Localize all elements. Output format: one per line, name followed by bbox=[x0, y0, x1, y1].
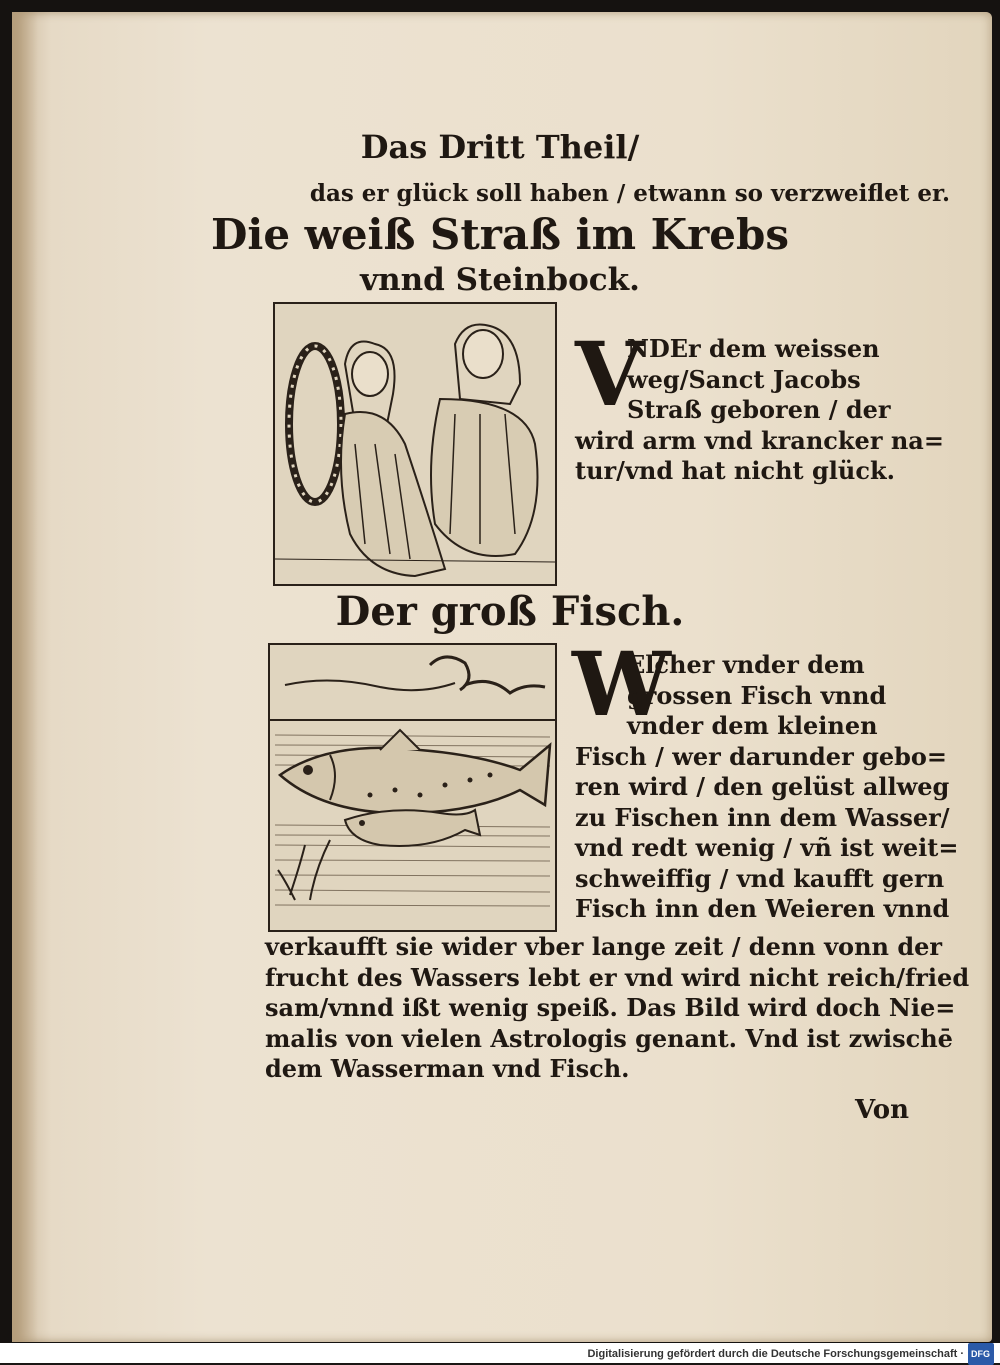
text-line: wird arm vnd krancker na= bbox=[575, 425, 944, 455]
text-line: tur/vnd hat nicht glück. bbox=[575, 456, 895, 485]
text-line: vnder dem kleinen bbox=[627, 711, 878, 740]
chapter-subtitle: vnnd Steinbock. bbox=[360, 262, 640, 298]
text-line: sam/vnnd ißt wenig speiß. Das Bild wird doch Nie= bbox=[265, 993, 956, 1022]
woodcut-figures-icon bbox=[275, 304, 555, 584]
footer-credit-bar bbox=[0, 1343, 1000, 1363]
text-line: Elcher vnder dem bbox=[627, 650, 865, 679]
catchword: Von bbox=[855, 1095, 910, 1125]
paragraph-great-fish bbox=[575, 650, 959, 925]
text-line: ren wird / den gelüst allweg bbox=[575, 772, 950, 801]
text-line: zu Fischen inn dem Wasser/ bbox=[575, 802, 950, 832]
text-line: vnd redt wenig / vñ ist weit= bbox=[575, 833, 959, 862]
woodcut-fish-image bbox=[268, 643, 557, 932]
woodcut-milky-way-image bbox=[273, 302, 557, 586]
paragraph-continuation bbox=[265, 932, 970, 1085]
text-line: verkaufft sie wider vber lange zeit / denn vonn der bbox=[265, 932, 943, 961]
text-line: weg/Sanct Jacobs bbox=[627, 364, 861, 394]
paragraph-milky-way bbox=[575, 334, 945, 487]
running-head: Das Dritt Theil/ bbox=[360, 128, 640, 166]
text-line: grossen Fisch vnnd bbox=[627, 680, 887, 710]
footer-credit-text: Digitalisierung gefördert durch die Deutsche Forschungsgemeinschaft · bbox=[587, 1347, 964, 1360]
drop-cap-initial: W bbox=[572, 632, 671, 736]
chapter-title: Die weiß Straß im Krebs bbox=[210, 210, 790, 259]
text-line: dem Wasserman vnd Fisch. bbox=[265, 1054, 630, 1083]
text-line: frucht des Wassers lebt er vnd wird nicht reich/fried bbox=[265, 962, 970, 992]
text-line: NDEr dem weissen bbox=[627, 334, 880, 363]
subtitle-line: das er glück soll haben / etwann so verzweiflet er. bbox=[309, 180, 950, 207]
woodcut-fish-icon bbox=[270, 645, 555, 930]
section-title: Der groß Fisch. bbox=[335, 588, 685, 635]
text-line: Fisch inn den Weieren vnnd bbox=[575, 894, 950, 923]
text-line: Straß geboren / der bbox=[627, 395, 891, 424]
text-line: Fisch / wer darunder gebo= bbox=[575, 741, 948, 771]
drop-cap-initial: V bbox=[575, 322, 644, 426]
text-line: malis von vielen Astrologis genant. Vnd ist zwischē bbox=[265, 1023, 953, 1053]
text-line: schweiffig / vnd kaufft gern bbox=[575, 863, 945, 893]
dfg-logo-icon[interactable]: DFG bbox=[968, 1343, 994, 1365]
